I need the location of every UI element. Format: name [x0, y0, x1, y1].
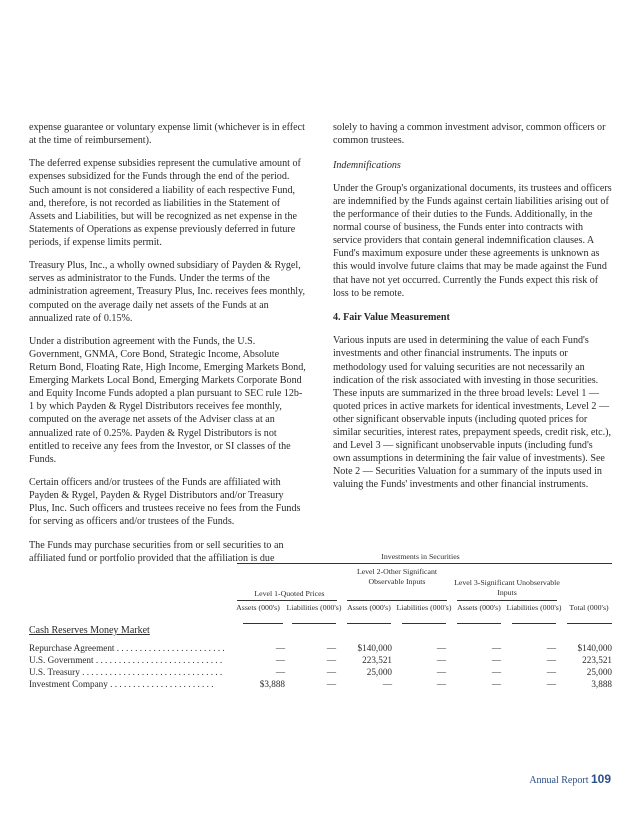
row-label: Repurchase Agreement . . . . . . . . . . . . . . . . . . . . . . . .	[29, 644, 225, 653]
cell-value: 3,888	[591, 679, 612, 689]
column-header: Assets (000's)	[347, 603, 391, 612]
paragraph: solely to having a common investment advisor, common officers or common trustees.	[333, 122, 606, 147]
cell-value: —	[382, 679, 392, 689]
column-rule	[292, 623, 336, 624]
cell-value: —	[326, 643, 336, 653]
column-header: Assets (000's)	[457, 603, 501, 612]
paragraph: expense guarantee or voluntary expense limit (whichever is in effect at the time of reimbursement).	[29, 122, 305, 147]
paragraph: The deferred expense subsidies represent the cumulative amount of expenses subsidized for the Funds through the end of the period. Such amount is not considered a liability of each respective Fund, and, therefore, is not recorded as liabilities in the Statement of Assets and Liabilities, but will be recognized as net expense in the Statements of Operations as expense previously deferred in future periods, if expense limits permit.	[29, 158, 301, 248]
cell-value: —	[436, 679, 446, 689]
cell-value: —	[275, 655, 285, 665]
group-header-level2: Level 2-Other Significant Observable Inputs	[356, 567, 438, 586]
paragraph: Certain officers and/or trustees of the Funds are affiliated with Payden & Rygel, Payden & Rygel Distributors and/or Treasury Plus, Inc. Such officers and trustees receive no fees from the Funds for serving as officers and/or trustees of the Funds.	[29, 477, 301, 528]
cell-value: —	[436, 667, 446, 677]
page-number: 109	[590, 772, 611, 786]
cell-value: $140,000	[577, 643, 612, 653]
column-rule	[457, 623, 501, 624]
table-rule	[237, 563, 612, 564]
fair-value-paragraph: Various inputs are used in determining the value of each Fund's investments and other financial instruments. The inputs or methodology used for valuing securities are not necessarily an indication of the risk associated with investing in those securities. These inputs are summarized in the three broad levels: Level 1 — quoted prices in active markets for identical investments, Level 2 — other significant observable inputs (including quoted prices for similar securities, interest rates, prepayment speeds, credit risk, etc.), and Level 3 — significant unobservable inputs (including fund's own assumptions in determining the fair value of investments). See Note 2 — Securities Valuation for a summary of the inputs used in valuing the Funds' investments and other financial instruments.	[333, 335, 612, 491]
cell-value: —	[491, 655, 501, 665]
cell-value: —	[326, 679, 336, 689]
page-footer	[529, 772, 611, 786]
cell-value: $140,000	[357, 643, 392, 653]
cell-value: —	[546, 667, 556, 677]
column-rule	[347, 623, 391, 624]
column-rule	[567, 623, 612, 624]
group-header-level3: Level 3-Significant Unobservable Inputs	[454, 578, 560, 597]
column-rule	[402, 623, 446, 624]
column-header: Liabilities (000's)	[506, 603, 562, 612]
cell-value: $3,888	[259, 679, 285, 689]
row-label: Investment Company . . . . . . . . . . . . . . . . . . . . . . .	[29, 680, 214, 689]
cell-value: —	[275, 643, 285, 653]
cell-value: 223,521	[362, 655, 392, 665]
column-header: Liabilities (000's)	[286, 603, 342, 612]
indemnifications-paragraph: Under the Group's organizational documents, its trustees and officers are indemnified by the Funds against certain liabilities arising out of the performance of their duties to the Funds. Additionally, in the normal course of business, the Funds enter into contracts with service providers that contain general indemnification clauses. A Fund's maximum exposure under these agreements is unknown as this would involve future claims that may be made against the Fund that have not yet occurred. Currently the Funds expect this risk of loss to be remote.	[333, 182, 612, 299]
column-header: Total (000's)	[569, 603, 609, 612]
footer-label: Annual Report	[529, 775, 589, 786]
cell-value: —	[546, 655, 556, 665]
table-section-title: Cash Reserves Money Market	[29, 625, 150, 636]
cell-value: —	[491, 667, 501, 677]
cell-value: —	[491, 679, 501, 689]
cell-value: —	[491, 643, 501, 653]
column-rule	[243, 623, 283, 624]
cell-value: 25,000	[366, 667, 392, 677]
column-header: Assets (000's)	[236, 603, 280, 612]
fair-value-heading: 4. Fair Value Measurement	[333, 312, 450, 324]
cell-value: —	[546, 643, 556, 653]
paragraph: Under a distribution agreement with the Funds, the U.S. Government, GNMA, Core Bond, Strategic Income, Absolute Return Bond, Floating Rate, High Income, Emerging Markets Bond, Emerging Markets Local Bond, Emerging Markets Corporate Bond and Equity Income Funds adopted a plan pursuant to SEC rule 12b-1 by which Payden & Rygel Distributors receives fee monthly, computed on the average net assets of the Adviser class at an annualized rate of 0.25%. Payden & Rygel Distributors is not entitled to receive any fees from the Investor, or SI classes of the Funds.	[29, 335, 306, 465]
right-text-column	[333, 121, 612, 502]
paragraph: Treasury Plus, Inc., a wholly owned subsidiary of Payden & Rygel, serves as administrator to the Funds. Under the terms of the administration agreement, Treasury Plus, Inc. receives fees monthly, computed on the average daily net assets of the Funds at an annualized rate of 0.15%.	[29, 260, 306, 324]
cell-value: 25,000	[586, 667, 612, 677]
group-rule	[237, 600, 337, 601]
cell-value: 223,521	[582, 655, 612, 665]
column-header: Liabilities (000's)	[396, 603, 452, 612]
column-rule	[512, 623, 556, 624]
paragraph: The Funds may purchase securities from or sell securities to an affiliated fund or portfolio provided that the affiliation is due	[29, 539, 284, 564]
cell-value: —	[436, 643, 446, 653]
table-title: Investments in Securities	[381, 552, 460, 561]
group-rule	[347, 600, 447, 601]
indemnifications-heading: Indemnifications	[333, 159, 401, 171]
cell-value: —	[436, 655, 446, 665]
cell-value: —	[546, 679, 556, 689]
row-label: U.S. Treasury . . . . . . . . . . . . . . . . . . . . . . . . . . . . . . .	[29, 668, 223, 677]
left-text-column	[29, 121, 306, 575]
cell-value: —	[326, 667, 336, 677]
row-label: U.S. Government . . . . . . . . . . . . . . . . . . . . . . . . . . . .	[29, 656, 223, 665]
group-header-level1: Level 1-Quoted Prices	[254, 589, 325, 598]
cell-value: —	[326, 655, 336, 665]
group-rule	[457, 600, 557, 601]
cell-value: —	[275, 667, 285, 677]
